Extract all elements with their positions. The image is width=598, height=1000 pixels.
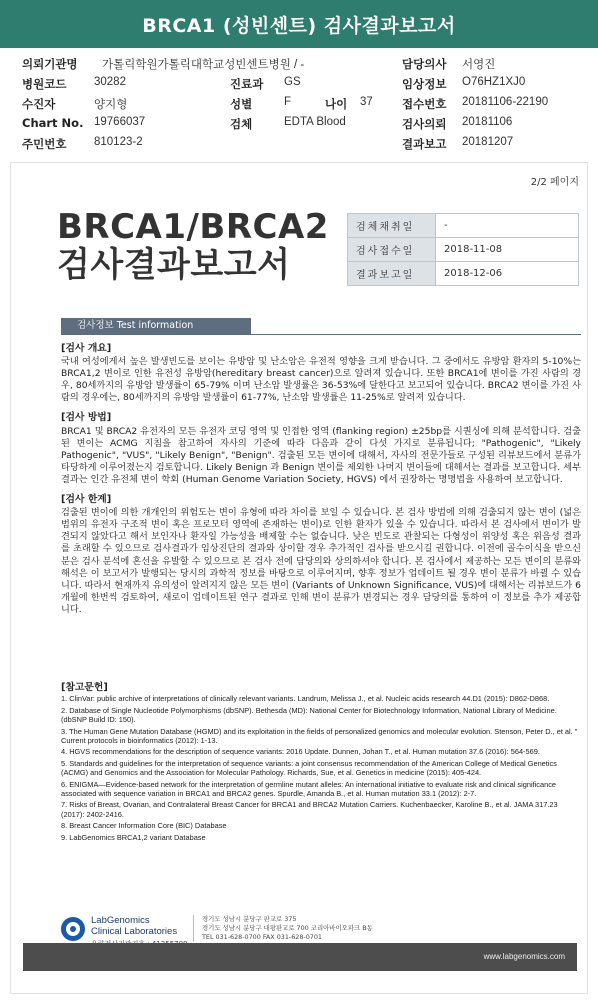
reference-item: 7. Risks of Breast, Ovarian, and Contralateral Breast Cancer for BRCA1 and BRCA2 Mutation Carriers. Kuchenbaecker, Karoline B., et al. JAMA 317.23 (2017): 2402-2416. [61, 800, 558, 819]
clinical-no-label: 임상정보 [402, 77, 447, 91]
patient-label: 수진자 [22, 97, 56, 111]
sex-value: F [284, 96, 292, 108]
meta-row-4 [22, 114, 582, 134]
sex-label: 성별 [230, 97, 253, 111]
collection-date-label: 검체채취일 [348, 214, 436, 238]
page-number: 2/2 페이지 [530, 177, 579, 188]
labgenomics-logo-icon [61, 917, 85, 941]
method-heading: [검사 방법] [61, 412, 112, 424]
specimen-label: 검체 [230, 117, 253, 131]
section-divider [61, 334, 581, 335]
receipt-date-label: 검사접수일 [348, 238, 436, 262]
rrn-value: 810123-2 [94, 136, 143, 148]
page-title [57, 208, 329, 284]
chart-value: 19766037 [94, 116, 146, 128]
request-value: 20181106 [462, 116, 513, 128]
reference-item: 6. ENIGMA—Evidence-based network for the interpretation of germline mutant alleles: An international initiative to evaluate risk and clinical significance associated with sequence variation in BRCA1 and BRCA2 genes. Spurdle, Amanda B., et al. Human mutation 33.1 (2012): 2-7. [61, 779, 557, 799]
reference-item: 2. Database of Single Nucleotide Polymorphisms (dbSNP). Bethesda (MD): National Center for Biotechnology Information, National Library of Medicine. (dbSNP Build ID: 150). [61, 705, 557, 725]
lab-address [193, 915, 373, 942]
receipt-no-value: 20181106-22190 [462, 96, 549, 108]
page-title-line1: BRCA1/BRCA2 [57, 207, 329, 247]
references-list [61, 694, 581, 842]
limit-text: 검출된 변이에 의한 개개인의 위험도는 변이 유형에 따라 차이를 보일 수 있습니다. 본 검사 방법에 의해 검출되지 않는 변이 (넓은 범위의 유전자 구조적 변이 혹은 프로모터 영역에 존재하는 변이)로 인한 환자가 있을 수 있습니다. 따라서 본 검사에서 변이가 발견되지 않았다고 해서 보인자나 환자일 가능성을 배제할 수는 없습니다. 낮은 빈도로 관찰되는 다형성이 위양성 혹은 위음성 결과를 초래할 수 있으므로 검사결과가 임상진단의 결과와 상이할 경우 추가적인 검사를 받으시길 권합니다. 이전에 골수이식을 받으신 분은 검사 분석에 혼선을 유발할 수 있으므로 본 검사 전에 담당의와 상의하셔야 합니다. 본 검사에서 제공하는 모든 변이의 분류와 해석은 이 보고서가 발행되는 당시의 과학적 정보를 바탕으로 이루어지며, 향후 정보가 업데이트 될 경우 변이 분류가 바뀔 수 있습니다. 따라서 현재까지 유의성이 알려지지 않은 모든 변이 (Variants of Unknown Significance, VUS)에 대해서는 리뷰보드가 6개월에 한번씩 검토하여, 새로이 업데이트된 연구 결과로 인해 변이 분류가 변경되는 경우 담당의를 통하여 이 정보를 추가 제공합니다. [61, 507, 581, 615]
method-text: BRCA1 및 BRCA2 유전자의 모든 유전자 코딩 영역 및 인접한 영역 (flanking region) ±25bp를 시퀀싱에 의해 분석합니다. 검출된 변이는 ACMG 지침을 참고하여 자사의 기준에 따라 다음과 같이 다섯 가지로 분류됩니다; "Pathogenic", "Likely Pathogenic", "VUS", "Likely Benign", "Benign". 검출된 모든 변이에 대해서, 자사의 전문가들로 구성된 리뷰보드에서 분류가 타당하게 이루어졌는지 검토합니다. Likely Benign 과 Benign 변이를 제외한 나머지 변이들에 대해서는 결과를 보고합니다. 세부결과는 인간 유전체 변이 학회 (Human Genome Variation Society, HGVS) 에서 권장하는 명명법을 사용하여 보고합니다. [61, 425, 581, 485]
report-label: 결과보고 [402, 137, 447, 151]
reference-item: 9. LabGenomics BRCA1,2 variant Database [61, 832, 206, 842]
footer-bar [23, 943, 577, 971]
report-date-value: 2018-12-06 [436, 262, 579, 286]
hospital-code-value: 30282 [94, 76, 126, 88]
hospital-code-label: 병원코드 [22, 77, 67, 91]
limit-heading: [검사 한계] [61, 494, 112, 506]
age-value: 37 [360, 96, 373, 108]
scanned-report-page [10, 162, 588, 994]
reference-item: 1. ClinVar: public archive of interpretations of clinically relevant variants. Landrum, Melissa J., et al. Nucleic acids research 44.D1 (2015): D862-D868. [61, 694, 550, 704]
report-header-bar [0, 0, 598, 48]
rrn-label: 주민번호 [22, 137, 67, 151]
request-label: 검사의뢰 [402, 117, 447, 131]
clinical-no-value: O76HZ1XJ0 [462, 76, 526, 88]
doctor-value: 서영진 [462, 59, 496, 71]
contact-line: TEL 031-628-0700 FAX 031-628-0701 [202, 933, 322, 941]
collection-date-value: - [436, 214, 579, 238]
lab-name-line1: LabGenomics [91, 915, 150, 926]
report-value: 20181207 [462, 136, 514, 148]
patient-value: 양지형 [94, 99, 128, 111]
receipt-date-value: 2018-11-08 [436, 238, 579, 262]
patient-meta [22, 54, 582, 154]
lab-name-line2: Clinical Laboratories [91, 926, 178, 937]
address-line1: 경기도 성남시 분당구 판교로 375 [202, 915, 297, 923]
report-title: BRCA1 (성빈센트) 검사결과보고서 [142, 14, 456, 37]
section-tab-test-info: 검사정보 Test information [61, 318, 251, 334]
references [61, 683, 581, 844]
reference-item: 3. The Human Gene Mutation Database (HGMD) and its exploitation in the fields of personalized genomics and molecular evolution. Stenson, Peter D., et al. " Current protocols in bioinformatics (2012): 1-13. [61, 726, 578, 746]
institution-value: 가톨릭학원가톨릭대학교성빈센트병원 / - [102, 59, 305, 71]
overview-heading: [검사 개요] [61, 343, 112, 354]
reference-item: 5. Standards and guidelines for the interpretation of sequence variants: a joint consensus recommendation of the American College of Medical Genetics (ACMG) and Genomics and the Association for Molecular Pathology. Richards, Sue, et al. Genetics in medicine (2015): 405-424. [61, 758, 557, 778]
specimen-value: EDTA Blood [284, 116, 346, 128]
lab-name [91, 915, 177, 937]
page-title-line2: 검사결과보고서 [57, 245, 291, 285]
website-link[interactable]: www.labgenomics.com [483, 952, 565, 961]
dates-row [348, 214, 579, 238]
report-date-label: 결과보고일 [348, 262, 436, 286]
department-label: 진료과 [230, 77, 264, 91]
meta-row-3 [22, 94, 582, 114]
chart-label: Chart No. [22, 116, 84, 130]
dates-row [348, 262, 579, 286]
address-line2: 경기도 성남시 분당구 대왕판교로 700 코리아바이오파크 B동 [202, 924, 373, 932]
reference-item: 4. HGVS recommendations for the description of sequence variants: 2016 Update. Dunnen, Johan T., et al. Human mutation 37.6 (2016): 564-569. [61, 747, 540, 757]
dates-box [347, 213, 579, 286]
test-info-body [61, 339, 581, 616]
receipt-no-label: 접수번호 [402, 97, 447, 111]
meta-row-1 [22, 54, 582, 74]
doctor-label: 담당의사 [402, 57, 447, 71]
institution-label: 의뢰기관명 [22, 57, 78, 71]
references-heading: [참고문헌] [61, 682, 108, 693]
overview-text: 국내 여성에게서 높은 발생빈도를 보이는 유방암 및 난소암은 유전적 영향을 크게 받습니다. 그 중에서도 유방암 환자의 5-10%는 BRCA1,2 변이로 인한 유전성 유방암(hereditary breast cancer)으로 알려져 있습니다. 또한 BRCA1에 변이를 가진 사람의 경우, 80세까지의 유방암 발생률이 65-79% 이며 난소암 발생률은 36-53%에 달한다고 보고되어 있습니다. BRCA2 변이를 가진 사람의 경우에는, 80세까지의 유방암 발생률이 61-77%, 난소암 발생률은 11-25%로 알려져 있습니다. [61, 356, 581, 404]
meta-row-5 [22, 134, 582, 154]
age-label: 나이 [325, 97, 348, 111]
dates-row [348, 238, 579, 262]
meta-row-2 [22, 74, 582, 94]
department-value: GS [284, 76, 301, 88]
reference-item: 8. Breast Cancer Information Core (BIC) Database [61, 821, 227, 831]
